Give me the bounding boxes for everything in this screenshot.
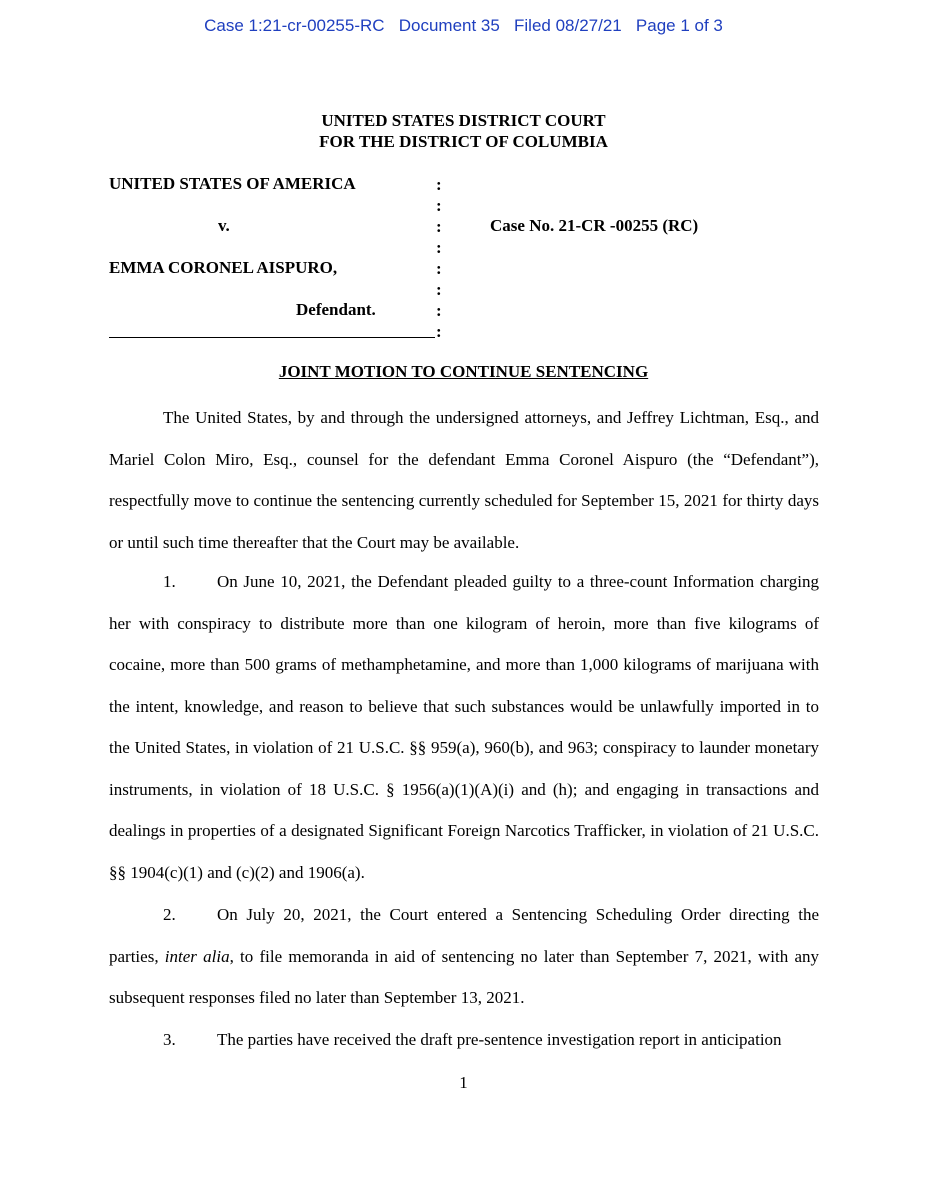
paragraph-number: 1. [163, 572, 176, 591]
paragraph-2 [109, 894, 819, 1019]
caption-rule [109, 337, 435, 338]
caption-colon: : [436, 301, 442, 320]
caption-plaintiff: UNITED STATES OF AMERICA [109, 174, 356, 193]
paragraph-text: The parties have received the draft pre-sentence investigation report in anticipation [217, 1030, 782, 1049]
caption-defendant-name: EMMA CORONEL AISPURO, [109, 258, 338, 277]
caption-colon: : [436, 280, 442, 299]
page-number: 1 [459, 1073, 468, 1092]
paragraph-3 [109, 1019, 819, 1061]
intro-paragraph: The United States, by and through the undersigned attorneys, and Jeffrey Lichtman, Esq., and Mariel Colon Miro, Esq., counsel for the defendant Emma Coronel Aispuro (the “Defendant”), respectfully move to continue the sentencing currently scheduled for September 15, 2021 for thirty days or until such time thereafter that the Court may be available. [109, 408, 819, 552]
caption-case-number: Case No. 21-CR -00255 (RC) [490, 216, 699, 235]
paragraph-text: On July 20, 2021, the Court entered a Sentencing Scheduling Order directing the parties, [109, 905, 819, 966]
caption-colon: : [436, 217, 442, 236]
court-heading [0, 110, 927, 152]
paragraph-text: On June 10, 2021, the Defendant pleaded guilty to a three-count Information charging her with conspiracy to distribute more than one kilogram of heroin, more than five kilograms of cocaine, more than 500 grams of methamphetamine, and more than 1,000 kilograms of marijuana with the intent, knowledge, and reason to believe that such substances would be unlawfully imported in to the United States, in violation of 21 U.S.C. §§ 959(a), 960(b), and 963; conspiracy to launder monetary instruments, in violation of 18 U.S.C. § 1956(a)(1)(A)(i) and (h); and engaging in transactions and dealings in properties of a designated Significant Foreign Narcotics Trafficker, in violation of 21 U.S.C. §§ 1904(c)(1) and (c)(2) and 1906(a). [109, 572, 819, 882]
caption-defendant-label: Defendant. [296, 300, 376, 319]
caption-versus: v. [218, 216, 230, 235]
caption-colon: : [436, 259, 442, 278]
ecf-filing-header: Case 1:21-cr-00255-RC Document 35 Filed 08/27/21 Page 1 of 3 [204, 16, 723, 35]
caption-colon: : [436, 322, 442, 341]
paragraph-italic-text: inter alia [164, 946, 230, 966]
court-name: UNITED STATES DISTRICT COURT [321, 111, 606, 130]
paragraph-number: 2. [163, 905, 176, 924]
motion-title: JOINT MOTION TO CONTINUE SENTENCING [278, 362, 649, 381]
caption-colon: : [436, 175, 442, 194]
court-district: FOR THE DISTRICT OF COLUMBIA [319, 132, 608, 151]
paragraph-number: 3. [163, 1030, 176, 1049]
caption-colon: : [436, 196, 442, 215]
caption-colon: : [436, 238, 442, 257]
paragraph-1 [109, 561, 819, 893]
paragraph-text: , to file memoranda in aid of sentencing no later than September 7, 2021, with any subsequent responses filed no later than September 13, 2021. [109, 946, 819, 1007]
